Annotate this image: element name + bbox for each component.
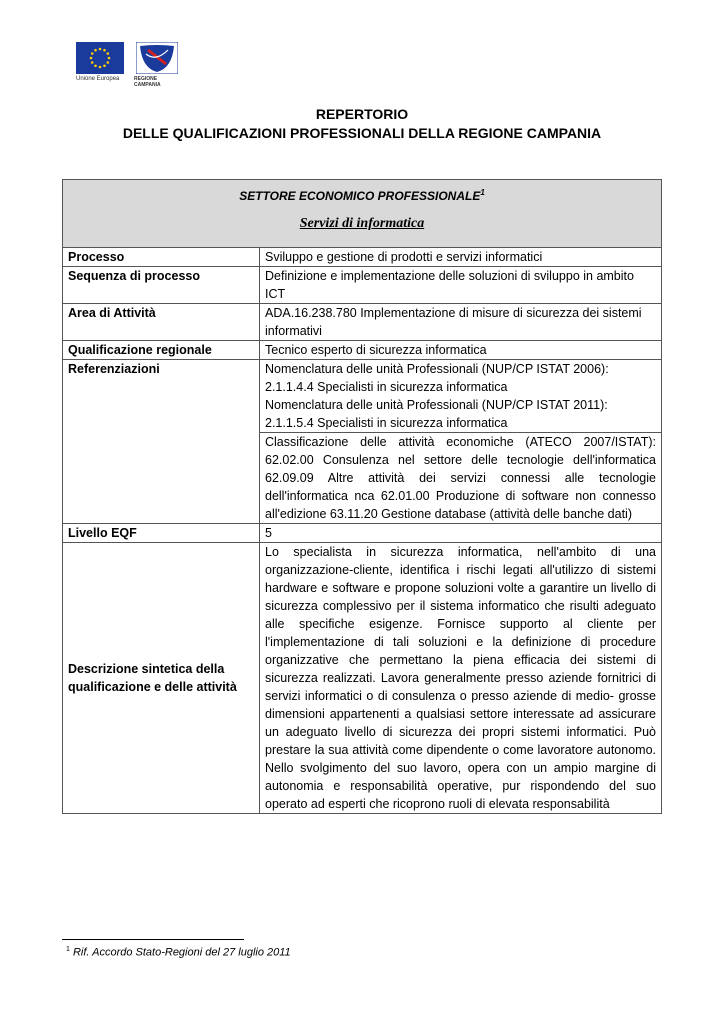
table-row — [63, 543, 662, 814]
nup-2011-value: 2.1.1.5.4 Specialisti in sicurezza informatica — [265, 416, 508, 430]
sector-label — [68, 184, 656, 205]
document-subtitle: DELLE QUALIFICAZIONI PROFESSIONALI DELLA REGIONE CAMPANIA — [122, 125, 602, 141]
row-label-eqf: Livello EQF — [63, 524, 260, 543]
table-row — [63, 341, 662, 360]
row-value-descrizione: Lo specialista in sicurezza informatica, nell'ambito di una organizzazione-cliente, identifica i rischi legati all'utilizzo di sistemi hardware e software e propone soluzioni volte a garantire un livello di sicurezza complessivo per il sistema informatico che risulti adeguato alle specifiche esigenze. Fornisce supporto al cliente per l'implementazione di tali soluzioni e la definizione di procedure organizzative che permettano la piena efficacia dei sistemi di sicurezza realizzati. Lavora generalmente presso aziende fornitrici di servizi informatici o di consulenza o presso aziende di medio- grosse dimensioni appartenenti a qualsiasi settore interessate ad assicurare un adeguato livello di sicurezza dei propri sistemi informatici. Può prestare la sua attività come dipendente o come lavoratore autonomo. Nello svolgimento del suo lavoro, opera con un ampio margine di autonomia e responsabilità operative, pur rispondendo del suo operato ad esperti che ricoprono ruoli di elevata responsabilità — [260, 543, 662, 814]
eu-logo-label: Unione Europea — [76, 76, 120, 82]
row-label-processo: Processo — [63, 248, 260, 267]
table-row — [63, 304, 662, 341]
table-row — [63, 248, 662, 267]
sector-label-text: SETTORE ECONOMICO PROFESSIONALE — [239, 189, 481, 203]
qualification-table — [62, 179, 662, 814]
footnote-text: Rif. Accordo Stato-Regioni del 27 luglio 2011 — [72, 946, 291, 959]
sector-value: Servizi di informatica — [299, 216, 425, 231]
sector-header-row — [63, 180, 662, 248]
row-value-eqf: 5 — [260, 524, 662, 543]
nup-2006-value: 2.1.1.4.4 Specialisti in sicurezza informatica — [265, 380, 508, 394]
eu-flag-logo — [76, 42, 124, 74]
table-row — [63, 524, 662, 543]
regione-campania-label: REGIONE CAMPANIA — [134, 76, 161, 88]
regione-campania-logo — [136, 42, 178, 74]
table-row — [63, 360, 662, 433]
row-value-qualificazione: Tecnico esperto di sicurezza informatica — [260, 341, 662, 360]
row-value-area: ADA.16.238.780 Implementazione di misure di sicurezza dei sistemi informativi — [260, 304, 662, 341]
nup-2011-title: Nomenclatura delle unità Professionali (NUP/CP ISTAT 2011): — [265, 398, 608, 412]
row-value-ateco: Classificazione delle attività economiche (ATECO 2007/ISTAT): 62.02.00 Consulenza nel settore delle tecnologie dell'informatica 62.09.09 Altre attività dei servizi connessi alle tecnologie dell'informatica nca 62.01.00 Produzione di software non connesso all'edizione 63.11.20 Gestione database (attività delle banche dati) — [260, 433, 662, 524]
row-label-qualificazione: Qualificazione regionale — [63, 341, 260, 360]
row-label-area: Area di Attività — [63, 304, 260, 341]
footnote-ref: 1 — [480, 188, 485, 197]
footnote-separator — [62, 939, 244, 940]
row-label-descrizione: Descrizione sintetica della qualificazione e delle attività — [63, 543, 260, 814]
nup-2006-title: Nomenclatura delle unità Professionali (NUP/CP ISTAT 2006): — [265, 362, 609, 376]
footnote-mark: 1 — [66, 946, 70, 953]
row-value-nup — [260, 360, 662, 433]
table-row — [63, 267, 662, 304]
footnote — [66, 946, 291, 959]
document-title: REPERTORIO — [315, 106, 409, 122]
row-label-sequenza: Sequenza di processo — [63, 267, 260, 304]
sector-header-cell — [63, 180, 662, 248]
row-value-sequenza: Definizione e implementazione delle soluzioni di sviluppo in ambito ICT — [260, 267, 662, 304]
row-label-referenziazioni: Referenziazioni — [63, 360, 260, 524]
row-value-processo: Sviluppo e gestione di prodotti e servizi informatici — [260, 248, 662, 267]
